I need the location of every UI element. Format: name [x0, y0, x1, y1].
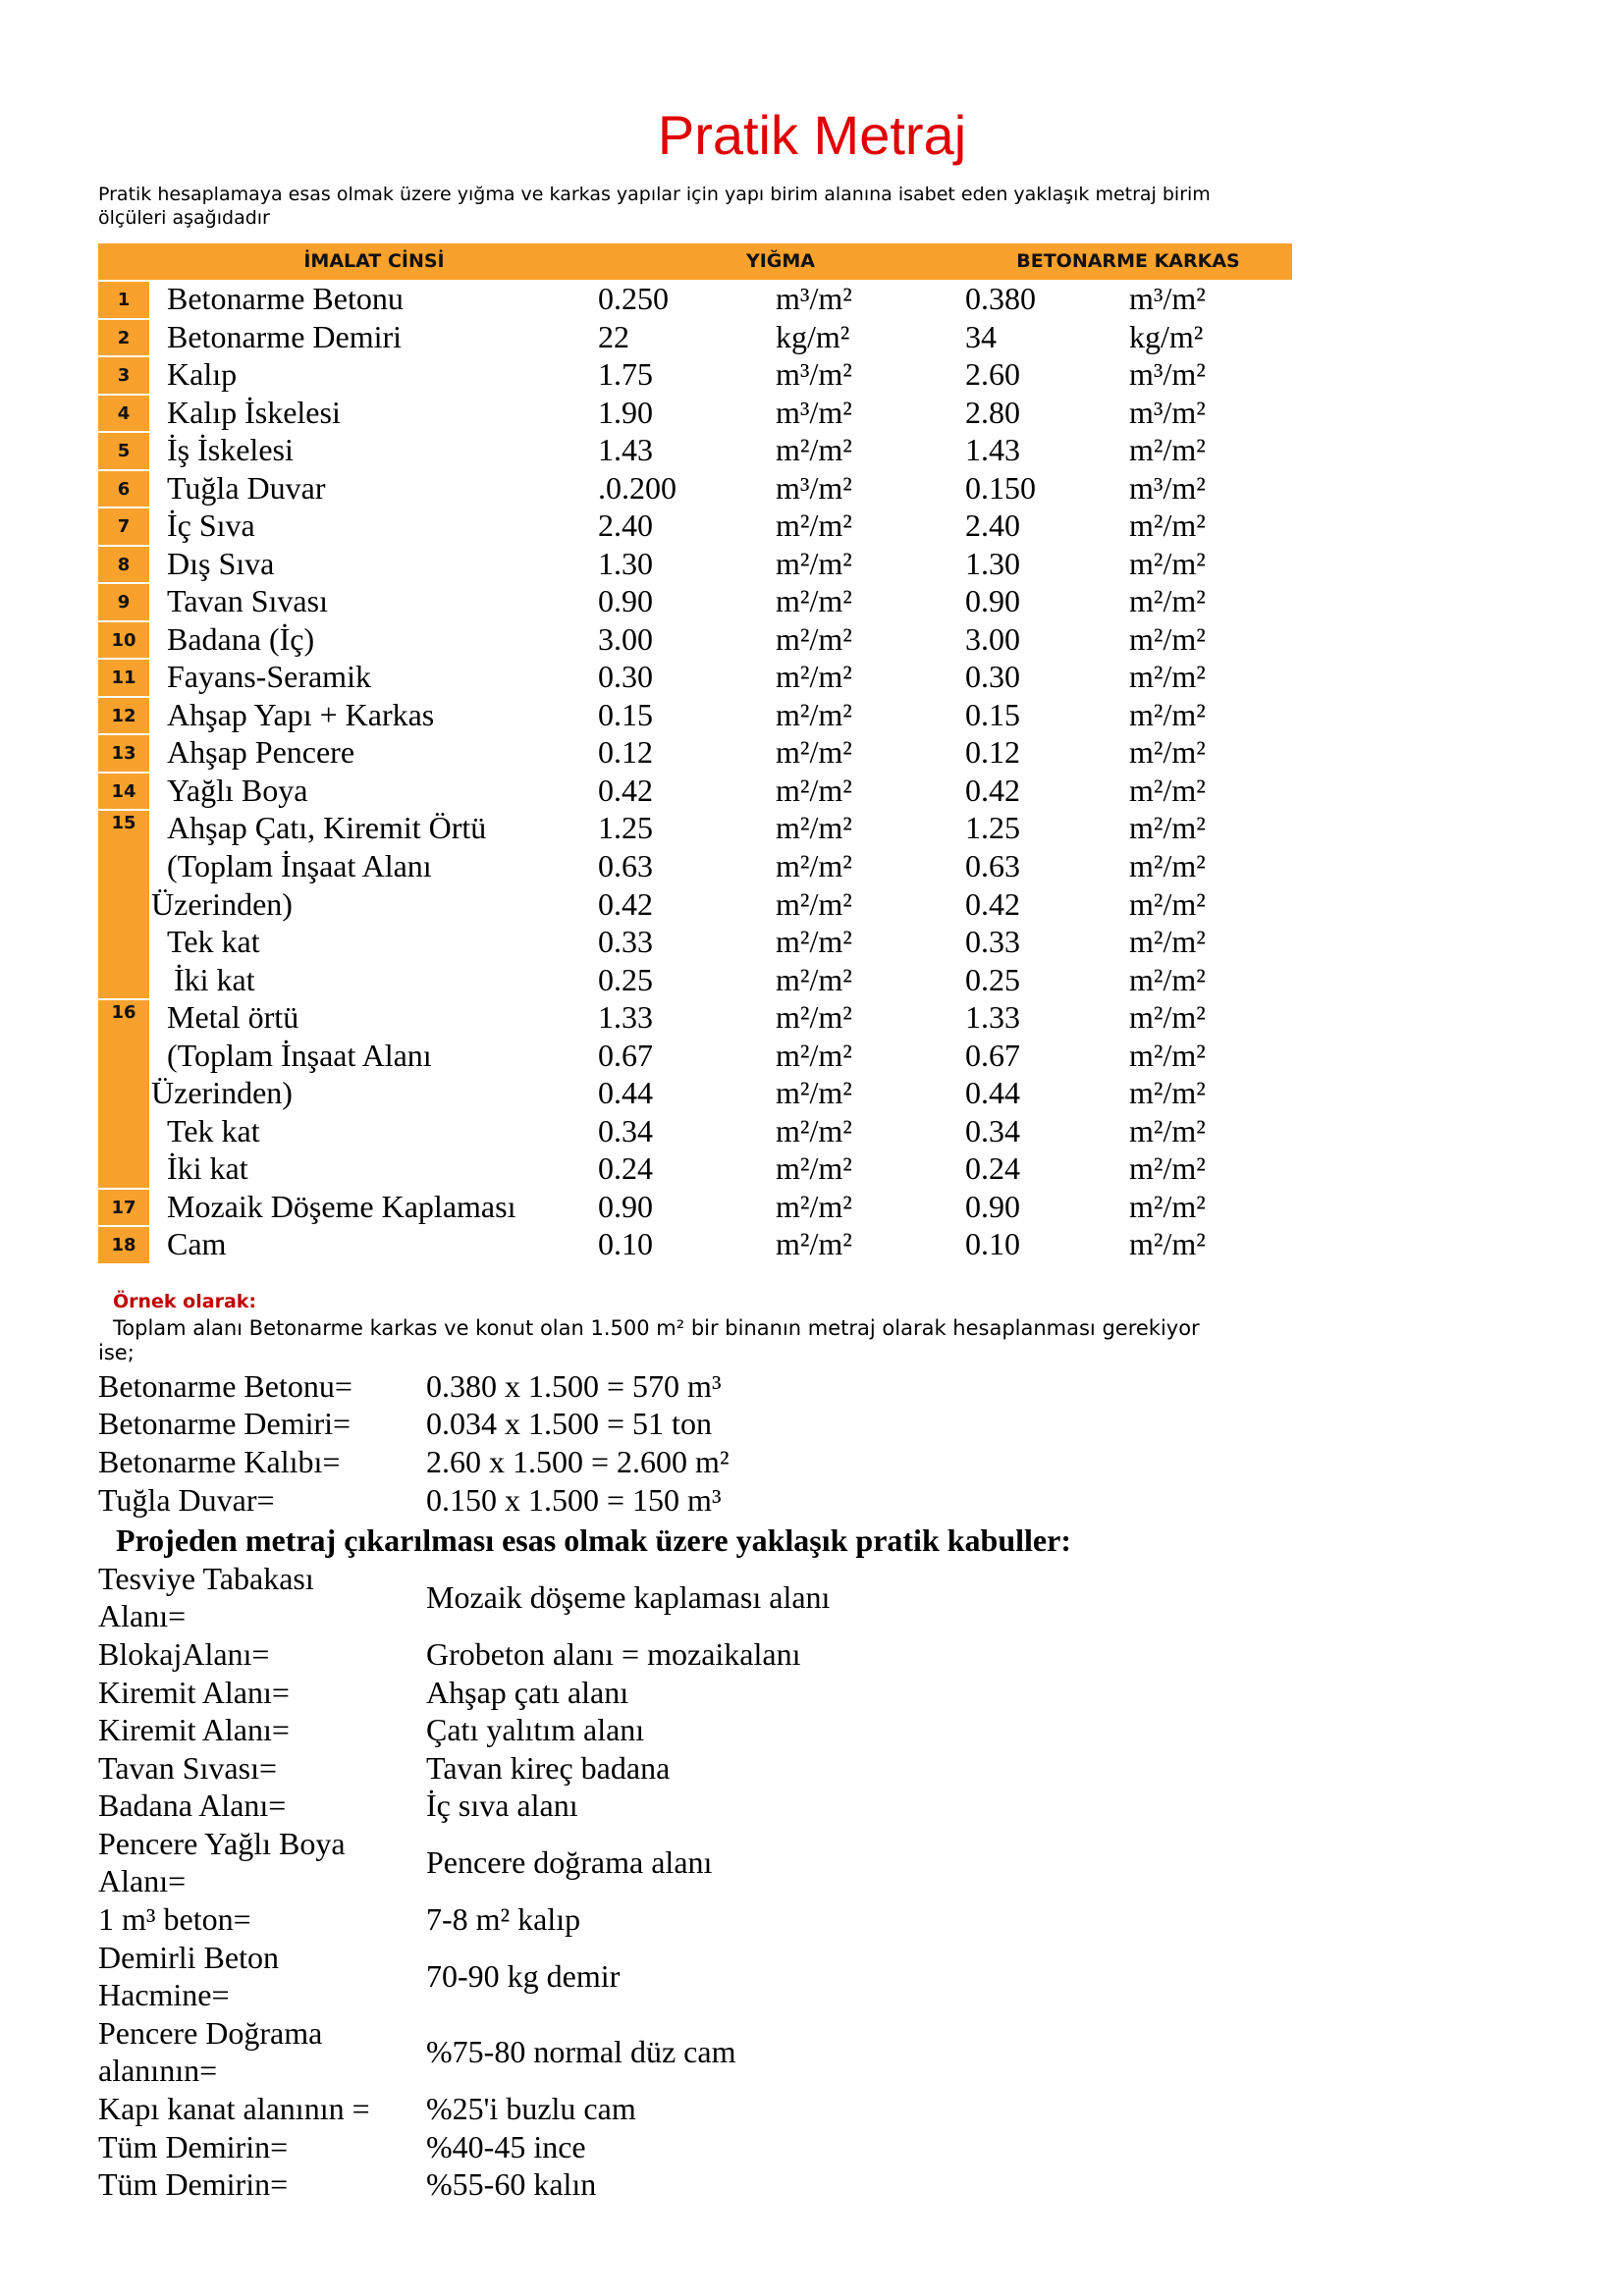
yigma-value: 3.00 [598, 620, 653, 657]
rules-heading: Projeden metraj çıkarılması esas olmak üzere yaklaşık pratik kabuller: [116, 1522, 1071, 1558]
yigma-value: .0.200 [598, 469, 677, 506]
rule-label: Kapı kanat alanının = [98, 2091, 370, 2127]
yigma-value: 0.63 [598, 848, 653, 883]
karkas-unit: m²/m² [1129, 885, 1206, 922]
karkas-value: 0.67 [965, 1037, 1020, 1073]
yigma-value: 0.30 [598, 659, 653, 695]
karkas-value: 0.12 [965, 734, 1020, 771]
yigma-unit: m²/m² [776, 1112, 852, 1148]
rule-label: BlokajAlanı= [98, 1635, 270, 1672]
rule-label: Kiremit Alanı= [98, 1712, 290, 1748]
karkas-value: 34 [965, 318, 997, 354]
rule-row [0, 1749, 1624, 1788]
yigma-unit: m²/m² [776, 924, 852, 960]
table-row [0, 885, 1624, 924]
karkas-unit: m²/m² [1129, 924, 1206, 960]
karkas-value: 2.80 [965, 394, 1020, 430]
yigma-unit: m³/m² [776, 469, 852, 506]
yigma-unit: m²/m² [776, 507, 852, 544]
rule-row [0, 1787, 1624, 1825]
table-row [0, 961, 1624, 999]
row-number: 2 [117, 327, 131, 348]
row-number: 11 [111, 667, 136, 689]
example-text: ise; [98, 1341, 135, 1364]
row-number: 8 [117, 554, 131, 575]
rule-value: Pencere doğrama alanı [426, 1844, 713, 1881]
karkas-value: 0.15 [965, 696, 1020, 732]
karkas-unit: m²/m² [1129, 734, 1206, 771]
rule-row [0, 1825, 1624, 1900]
yigma-unit: m²/m² [776, 1188, 852, 1224]
yigma-unit: m²/m² [776, 696, 852, 732]
calc-row [0, 1481, 1624, 1520]
rule-row [0, 1711, 1624, 1749]
karkas-value: 0.34 [965, 1112, 1020, 1148]
item-name: Tek kat [167, 924, 260, 960]
karkas-value: 0.63 [965, 848, 1020, 883]
item-name: (Toplam İnşaat Alanı [167, 1037, 432, 1073]
rule-value: Grobeton alanı = mozaikalanı [426, 1635, 801, 1672]
table-row [0, 318, 1624, 356]
karkas-value: 0.90 [965, 583, 1020, 619]
rule-row [0, 2165, 1624, 2204]
rule-label: Hacmine= [98, 1977, 230, 2013]
yigma-value: 0.15 [598, 696, 653, 732]
rule-value: Mozaik döşeme kaplaması alanı [426, 1578, 831, 1615]
rule-label: Tüm Demirin= [98, 2128, 289, 2164]
table-row [0, 394, 1624, 432]
karkas-value: 0.24 [965, 1150, 1020, 1187]
karkas-unit: m³/m² [1129, 356, 1206, 393]
rule-row [0, 1560, 1624, 1635]
rule-value: Ahşap çatı alanı [426, 1674, 629, 1710]
yigma-value: 0.90 [598, 583, 653, 619]
karkas-unit: m²/m² [1129, 848, 1206, 883]
yigma-value: 0.12 [598, 734, 653, 771]
rule-label: 1 m³ beton= [98, 1901, 251, 1938]
rule-label: Badana Alanı= [98, 1788, 287, 1824]
karkas-unit: m²/m² [1129, 1150, 1206, 1187]
karkas-value: 0.30 [965, 659, 1020, 695]
karkas-value: 0.90 [965, 1188, 1020, 1224]
item-name: İş İskelesi [167, 432, 294, 468]
yigma-value: 0.10 [598, 1226, 653, 1262]
row-number: 5 [117, 441, 131, 462]
calc-value: 0.150 x 1.500 = 150 m³ [426, 1481, 722, 1518]
yigma-value: 1.30 [598, 545, 653, 581]
karkas-value: 0.25 [965, 961, 1020, 997]
karkas-unit: m²/m² [1129, 507, 1206, 544]
table-row [0, 1225, 1624, 1263]
rule-value: %55-60 kalın [426, 2166, 597, 2203]
item-name: Tuğla Duvar [167, 469, 326, 506]
karkas-unit: m²/m² [1129, 696, 1206, 732]
item-name: İç Sıva [167, 507, 255, 544]
karkas-unit: m²/m² [1129, 1226, 1206, 1262]
yigma-value: 1.25 [598, 810, 653, 846]
karkas-unit: m²/m² [1129, 1037, 1206, 1073]
item-name: Yağlı Boya [167, 772, 308, 808]
yigma-unit: m²/m² [776, 772, 852, 808]
yigma-unit: kg/m² [776, 318, 850, 354]
table-row [0, 733, 1624, 772]
row-number: 13 [111, 743, 136, 765]
rule-row [0, 2014, 1624, 2090]
karkas-value: 1.33 [965, 999, 1020, 1036]
rule-row [0, 1939, 1624, 2014]
row-number: 7 [117, 516, 131, 538]
karkas-value: 0.10 [965, 1226, 1020, 1262]
row-number: 12 [111, 705, 136, 726]
table-row [0, 431, 1624, 469]
item-name: (Toplam İnşaat Alanı [167, 848, 432, 883]
header-item-type: İMALAT CİNSİ [303, 250, 445, 272]
intro-line: Pratik hesaplamaya esas olmak üzere yığma ve karkas yapılar için yapı birim alanına isabet eden yaklaşık metraj birim [98, 184, 1211, 205]
karkas-unit: m²/m² [1129, 961, 1206, 997]
table-row [0, 1037, 1624, 1075]
table-row [0, 1074, 1624, 1112]
calc-label: Betonarme Demiri= [98, 1406, 352, 1442]
item-name: İki kat [167, 1150, 248, 1187]
table-row [0, 280, 1624, 318]
rule-label: Demirli Beton [98, 1939, 279, 1975]
item-name: Dış Sıva [167, 545, 275, 581]
item-name: Metal örtü [167, 999, 299, 1036]
row-number: 15 [111, 813, 136, 834]
table-row [0, 620, 1624, 659]
calc-label: Tuğla Duvar= [98, 1481, 275, 1518]
calc-value: 2.60 x 1.500 = 2.600 m² [426, 1443, 730, 1479]
yigma-value: 1.90 [598, 394, 653, 430]
rule-label: alanının= [98, 2053, 218, 2089]
yigma-unit: m²/m² [776, 659, 852, 695]
table-row [0, 355, 1624, 394]
calc-row [0, 1367, 1624, 1406]
karkas-unit: m²/m² [1129, 999, 1206, 1036]
header-yigma: YIĞMA [745, 250, 816, 272]
rule-row [0, 2090, 1624, 2128]
calc-value: 0.380 x 1.500 = 570 m³ [426, 1367, 722, 1404]
karkas-value: 0.42 [965, 772, 1020, 808]
calc-label: Betonarme Kalıbı= [98, 1443, 341, 1479]
karkas-unit: m²/m² [1129, 583, 1206, 619]
yigma-unit: m²/m² [776, 1075, 852, 1111]
table-row [0, 545, 1624, 583]
yigma-unit: m²/m² [776, 1226, 852, 1262]
rule-value: Çatı yalıtım alanı [426, 1712, 645, 1748]
yigma-value: 0.67 [598, 1037, 653, 1073]
row-number: 18 [111, 1235, 136, 1256]
karkas-value: 1.43 [965, 432, 1020, 468]
table-row [0, 507, 1624, 545]
rule-row [0, 1635, 1624, 1674]
table-row [0, 809, 1624, 847]
karkas-unit: m³/m² [1129, 281, 1206, 317]
yigma-value: 0.44 [598, 1075, 653, 1111]
table-row [0, 696, 1624, 734]
rule-value: %25'i buzlu cam [426, 2091, 636, 2127]
header-karkas: BETONARME KARKAS [1016, 250, 1240, 272]
yigma-value: 0.25 [598, 961, 653, 997]
yigma-value: 22 [598, 318, 629, 354]
yigma-unit: m³/m² [776, 394, 852, 430]
item-name: Ahşap Pencere [167, 734, 355, 771]
row-number: 9 [117, 592, 131, 614]
karkas-value: 2.40 [965, 507, 1020, 544]
yigma-unit: m²/m² [776, 848, 852, 883]
rule-row [0, 1900, 1624, 1939]
item-name: Üzerinden) [151, 1075, 293, 1111]
rule-label: Tesviye Tabakası [98, 1560, 314, 1596]
calc-value: 0.034 x 1.500 = 51 ton [426, 1406, 712, 1442]
yigma-unit: m²/m² [776, 961, 852, 997]
yigma-value: 2.40 [598, 507, 653, 544]
calc-row [0, 1405, 1624, 1443]
karkas-value: 0.44 [965, 1075, 1020, 1111]
row-number: 10 [111, 629, 136, 651]
rule-label: Tüm Demirin= [98, 2166, 289, 2203]
rule-value: %75-80 normal düz cam [426, 2034, 736, 2070]
example-text: Toplam alanı Betonarme karkas ve konut olan 1.500 m² bir binanın metraj olarak hesaplanması gerekiyor [113, 1316, 1200, 1340]
karkas-value: 0.380 [965, 281, 1036, 317]
table-row [0, 1188, 1624, 1226]
yigma-unit: m³/m² [776, 281, 852, 317]
karkas-unit: m²/m² [1129, 810, 1206, 846]
item-name: Ahşap Çatı, Kiremit Örtü [167, 810, 487, 846]
yigma-value: 0.90 [598, 1188, 653, 1224]
item-name: Betonarme Demiri [167, 318, 403, 354]
row-number: 16 [111, 1002, 136, 1024]
yigma-unit: m²/m² [776, 1037, 852, 1073]
row-number: 4 [117, 402, 131, 424]
item-name: İki kat [174, 961, 255, 997]
karkas-unit: m²/m² [1129, 620, 1206, 657]
yigma-value: 0.24 [598, 1150, 653, 1187]
page-title: Pratik Metraj [657, 104, 967, 166]
row-number: 17 [111, 1197, 136, 1218]
karkas-value: 0.33 [965, 924, 1020, 960]
yigma-unit: m²/m² [776, 620, 852, 657]
table-row [0, 998, 1624, 1037]
yigma-value: 1.33 [598, 999, 653, 1036]
item-name: Fayans-Seramik [167, 659, 371, 695]
yigma-unit: m²/m² [776, 810, 852, 846]
rule-label: Alanı= [98, 1863, 187, 1899]
item-name: Tek kat [167, 1112, 260, 1148]
yigma-value: 0.250 [598, 281, 669, 317]
rule-value: Tavan kireç badana [426, 1749, 671, 1786]
item-name: Badana (İç) [167, 620, 315, 657]
rule-row [0, 2128, 1624, 2166]
table-row [0, 1149, 1624, 1188]
karkas-unit: m²/m² [1129, 659, 1206, 695]
karkas-value: 1.30 [965, 545, 1020, 581]
yigma-unit: m²/m² [776, 885, 852, 922]
calc-row [0, 1443, 1624, 1481]
item-name: Betonarme Betonu [167, 281, 404, 317]
table-row [0, 582, 1624, 620]
rule-label: Pencere Doğrama [98, 2014, 323, 2051]
yigma-value: 1.43 [598, 432, 653, 468]
row-number: 1 [117, 290, 131, 311]
table-row [0, 658, 1624, 696]
rule-label: Alanı= [98, 1598, 187, 1634]
yigma-unit: m²/m² [776, 432, 852, 468]
table-row [0, 847, 1624, 885]
karkas-value: 0.150 [965, 469, 1036, 506]
row-number: 3 [117, 365, 131, 387]
rule-label: Tavan Sıvası= [98, 1749, 277, 1786]
table-row [0, 1112, 1624, 1150]
table-row [0, 772, 1624, 810]
item-name: Cam [167, 1226, 227, 1262]
yigma-unit: m²/m² [776, 734, 852, 771]
rule-label: Pencere Yağlı Boya [98, 1825, 346, 1861]
intro-line: ölçüleri aşağıdadır [98, 207, 270, 229]
item-name: Kalıp [167, 356, 238, 393]
item-name: Ahşap Yapı + Karkas [167, 696, 435, 732]
karkas-unit: m²/m² [1129, 1188, 1206, 1224]
karkas-unit: kg/m² [1129, 318, 1204, 354]
rule-value: 70-90 kg demir [426, 1957, 621, 1994]
calc-label: Betonarme Betonu= [98, 1367, 352, 1404]
yigma-unit: m²/m² [776, 545, 852, 581]
karkas-unit: m²/m² [1129, 772, 1206, 808]
rule-value: %40-45 ince [426, 2128, 586, 2164]
item-name: Tavan Sıvası [167, 583, 328, 619]
yigma-unit: m²/m² [776, 999, 852, 1036]
item-name: Üzerinden) [151, 885, 293, 922]
yigma-unit: m²/m² [776, 1150, 852, 1187]
rule-value: 7-8 m² kalıp [426, 1901, 581, 1938]
karkas-value: 0.42 [965, 885, 1020, 922]
example-label: Örnek olarak: [113, 1291, 256, 1312]
yigma-value: 0.42 [598, 772, 653, 808]
karkas-value: 1.25 [965, 810, 1020, 846]
yigma-value: 1.75 [598, 356, 653, 393]
yigma-unit: m³/m² [776, 356, 852, 393]
karkas-value: 3.00 [965, 620, 1020, 657]
row-number: 14 [111, 780, 136, 802]
item-name: Mozaik Döşeme Kaplaması [167, 1188, 516, 1224]
rule-value: İç sıva alanı [426, 1788, 578, 1824]
karkas-unit: m²/m² [1129, 1112, 1206, 1148]
row-number: 6 [117, 478, 131, 500]
rule-label: Kiremit Alanı= [98, 1674, 290, 1710]
karkas-unit: m²/m² [1129, 545, 1206, 581]
karkas-unit: m³/m² [1129, 469, 1206, 506]
yigma-value: 0.33 [598, 924, 653, 960]
yigma-unit: m²/m² [776, 583, 852, 619]
yigma-value: 0.34 [598, 1112, 653, 1148]
karkas-unit: m³/m² [1129, 394, 1206, 430]
rule-row [0, 1674, 1624, 1712]
karkas-unit: m²/m² [1129, 432, 1206, 468]
table-row [0, 923, 1624, 961]
yigma-value: 0.42 [598, 885, 653, 922]
karkas-value: 2.60 [965, 356, 1020, 393]
karkas-unit: m²/m² [1129, 1075, 1206, 1111]
table-row [0, 469, 1624, 507]
item-name: Kalıp İskelesi [167, 394, 341, 430]
